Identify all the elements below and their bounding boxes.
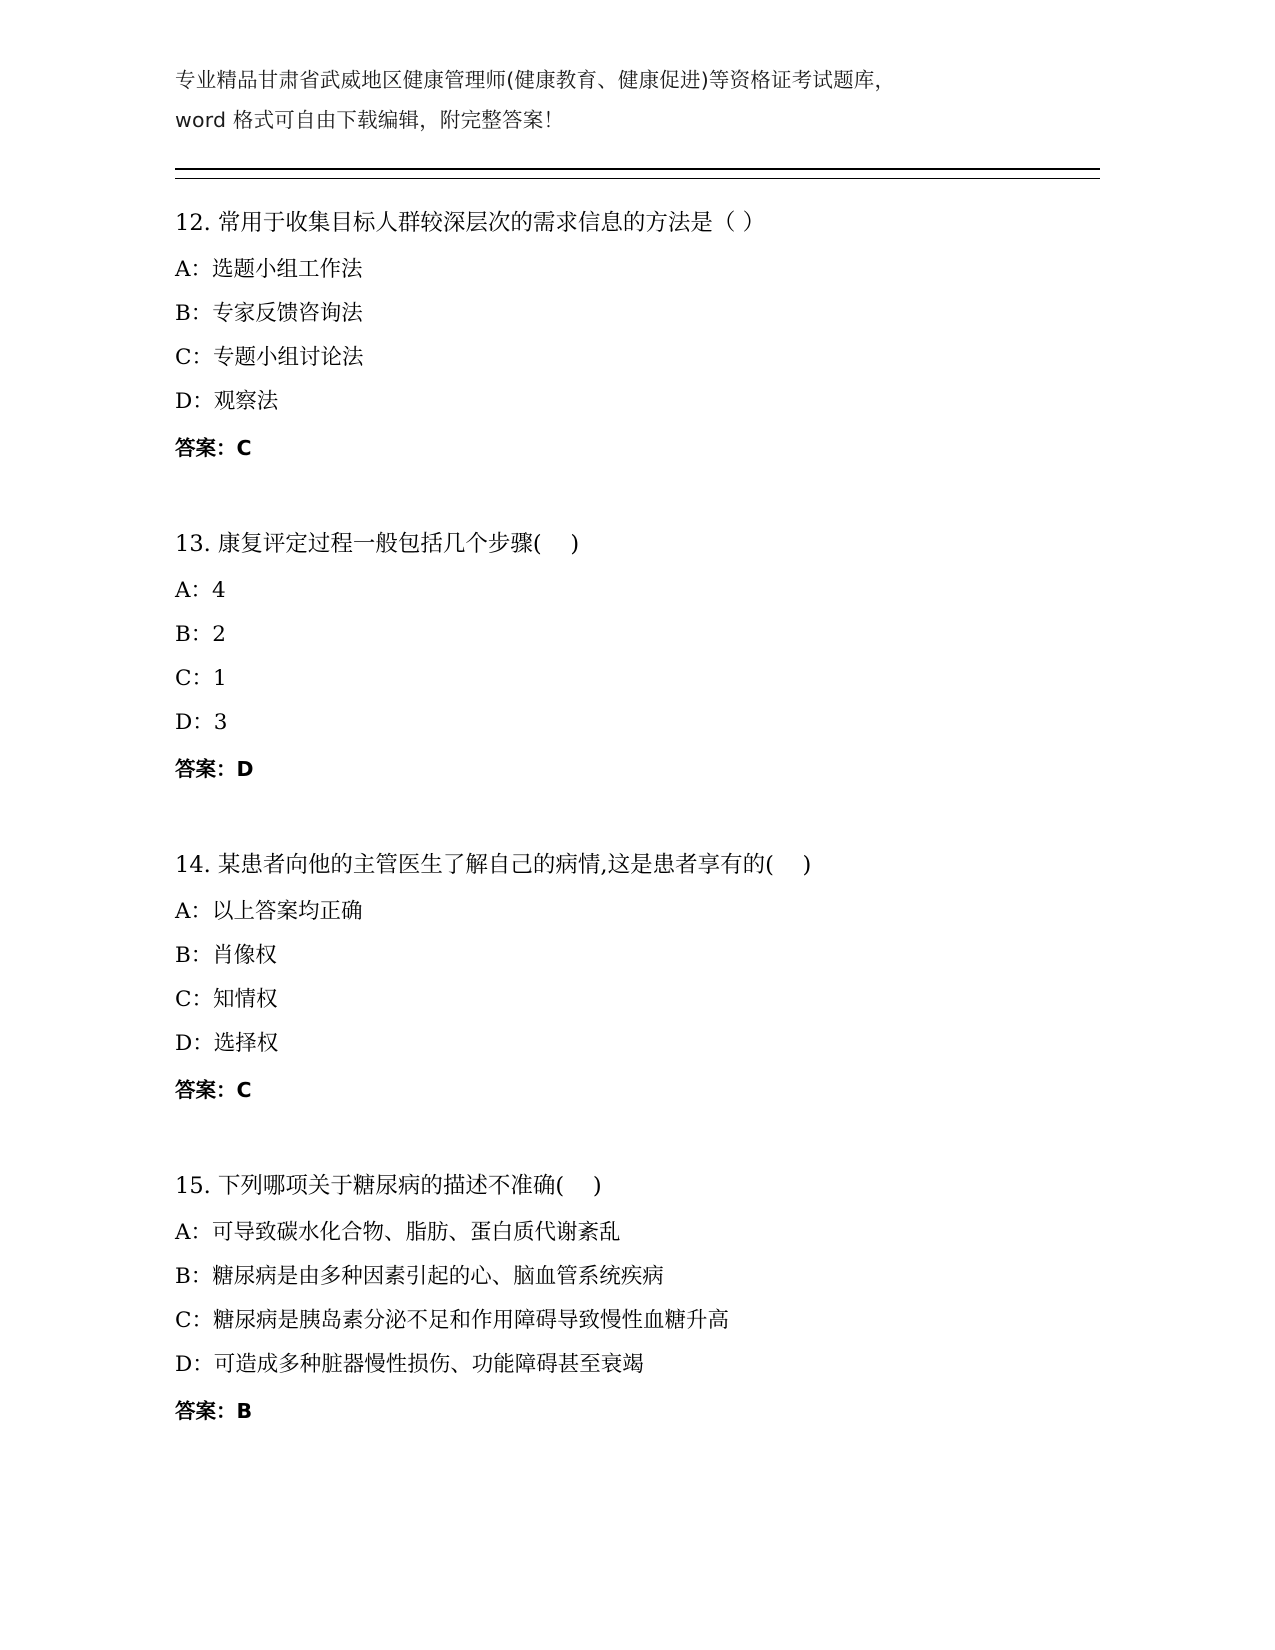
question-option: C：专题小组讨论法 bbox=[175, 345, 364, 370]
question-stem: 12. 常用于收集目标人群较深层次的需求信息的方法是（ ） bbox=[175, 210, 766, 236]
question-option: A：可导致碳水化合物、脂肪、蛋白质代谢紊乱 bbox=[175, 1220, 621, 1245]
question-answer: 答案：C bbox=[175, 436, 252, 460]
question-option: C：1 bbox=[175, 666, 227, 691]
question-option: B：2 bbox=[175, 622, 226, 647]
question-option: A：选题小组工作法 bbox=[175, 257, 363, 282]
question-option: D：3 bbox=[175, 710, 228, 735]
question-option: B：肖像权 bbox=[175, 943, 277, 968]
question-stem: 13. 康复评定过程一般包括几个步骤( ) bbox=[175, 531, 580, 557]
question-option: A：4 bbox=[175, 578, 226, 603]
header-divider bbox=[175, 168, 1100, 170]
header-line-1: 专业精品甘肃省武威地区健康管理师(健康教育、健康促进)等资格证考试题库， bbox=[175, 68, 896, 92]
question-answer: 答案：D bbox=[175, 757, 254, 781]
document-header bbox=[175, 60, 1100, 140]
questions-list bbox=[175, 201, 1100, 1433]
question-item bbox=[175, 1164, 1100, 1433]
question-option: D：可造成多种脏器慢性损伤、功能障碍甚至衰竭 bbox=[175, 1352, 644, 1377]
question-item bbox=[175, 843, 1100, 1112]
question-stem: 15. 下列哪项关于糖尿病的描述不准确( ) bbox=[175, 1173, 602, 1199]
header-line-2: word 格式可自由下载编辑，附完整答案！ bbox=[175, 108, 565, 132]
question-option: C：知情权 bbox=[175, 987, 278, 1012]
question-option: A：以上答案均正确 bbox=[175, 899, 363, 924]
question-option: B：专家反馈咨询法 bbox=[175, 301, 363, 326]
question-stem: 14. 某患者向他的主管医生了解自己的病情,这是患者享有的( ) bbox=[175, 852, 812, 878]
question-option: D：观察法 bbox=[175, 389, 279, 414]
question-item bbox=[175, 522, 1100, 791]
question-item bbox=[175, 201, 1100, 470]
question-option: B：糖尿病是由多种因素引起的心、脑血管系统疾病 bbox=[175, 1264, 664, 1289]
question-answer: 答案：C bbox=[175, 1078, 252, 1102]
question-option: D：选择权 bbox=[175, 1031, 279, 1056]
question-answer: 答案：B bbox=[175, 1399, 253, 1423]
header-divider-secondary bbox=[175, 178, 1100, 179]
question-option: C：糖尿病是胰岛素分泌不足和作用障碍导致慢性血糖升高 bbox=[175, 1308, 729, 1333]
